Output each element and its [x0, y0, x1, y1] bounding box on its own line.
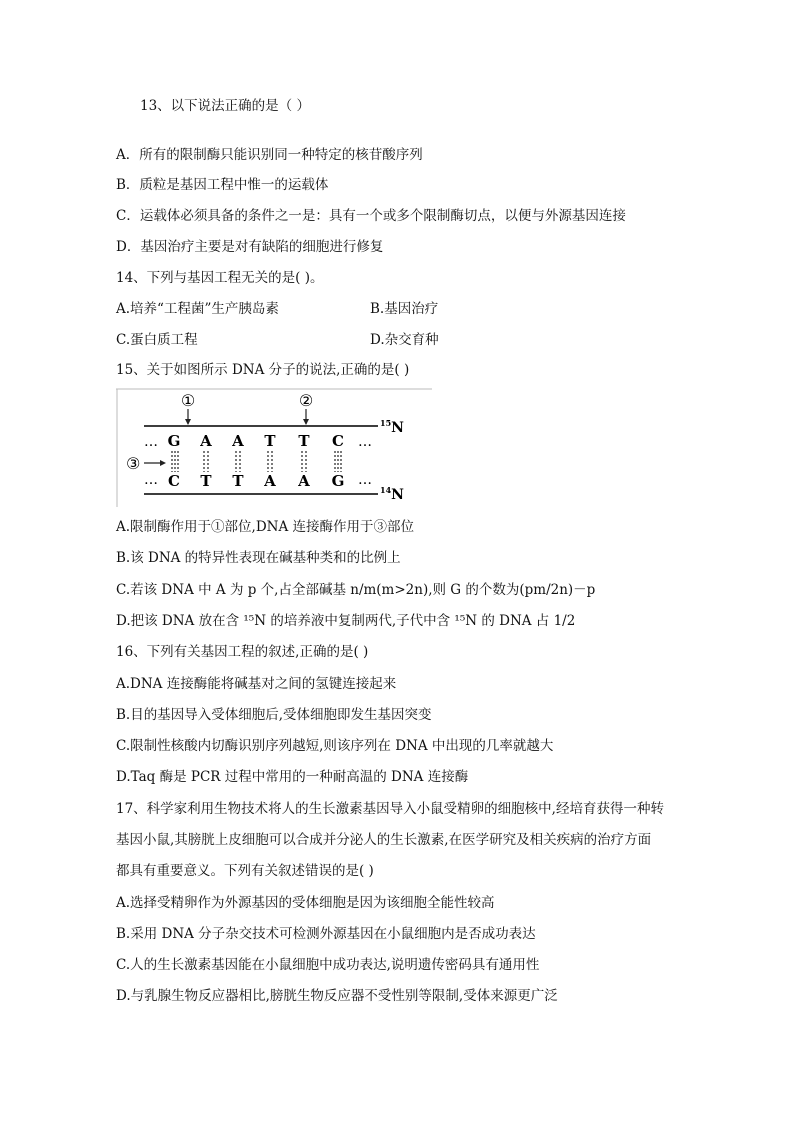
q15-option-c: C.若该 DNA 中 A 为 p 个,占全部碱基 n/m(m>2n),则 G 的个数为(pm/2n)－p — [116, 582, 596, 598]
ellipsis-bottom-left: … — [144, 472, 158, 488]
q16-stem: 16、下列有关基因工程的叙述,正确的是( ) — [116, 644, 369, 660]
q13-option-b: B．质粒是基因工程中惟一的运载体 — [116, 177, 329, 193]
marker-1: ① — [180, 391, 196, 410]
q14-option-b: B.基因治疗 — [370, 301, 439, 317]
q16-option-b: B.目的基因导入受体细胞后,受体细胞即发生基因突变 — [116, 707, 432, 723]
q15-stem: 15、关于如图所示 DNA 分子的说法,正确的是( ) — [116, 362, 410, 378]
q17-option-b: B.采用 DNA 分子杂交技术可检测外源基因在小鼠细胞内是否成功表达 — [116, 926, 536, 942]
ellipsis-top-left: … — [144, 434, 158, 450]
marker-2: ② — [298, 391, 314, 410]
marker-2-arrowhead — [303, 419, 309, 425]
ellipsis-top-right: … — [358, 434, 372, 450]
top-base-6: C — [332, 432, 344, 450]
ellipsis-bottom-right: … — [358, 472, 372, 488]
marker-1-arrowhead — [185, 419, 191, 425]
bottom-isotope-label: $^{14}$N — [380, 485, 404, 503]
top-base-5: T — [298, 432, 310, 450]
q15-option-a: A.限制酶作用于①部位,DNA 连接酶作用于③部位 — [116, 519, 415, 535]
q15-option-d: D.把该 DNA 放在含 ¹⁵N 的培养液中复制两代,子代中含 ¹⁵N 的 DNA 占 1/2 — [116, 613, 576, 629]
bottom-base-2: T — [200, 472, 212, 490]
q17-option-c: C.人的生长激素基因能在小鼠细胞中成功表达,说明遗传密码具有通用性 — [116, 957, 540, 973]
bottom-base-5: A — [298, 472, 310, 490]
q13-option-d: D．基因治疗主要是对有缺陷的细胞进行修复 — [116, 239, 384, 255]
q17-option-a: A.选择受精卵作为外源基因的受体细胞是因为该细胞全能性较高 — [116, 895, 495, 911]
q16-option-d: D.Taq 酶是 PCR 过程中常用的一种耐高温的 DNA 连接酶 — [116, 769, 469, 785]
q17-stem-line-3: 都具有重要意义。下列有关叙述错误的是( ) — [116, 863, 374, 879]
top-base-3: A — [232, 432, 244, 450]
q17-option-d: D.与乳腺生物反应器相比,膀胱生物反应器不受性别等限制,受体来源更广泛 — [116, 988, 558, 1004]
q14-stem: 14、下列与基因工程无关的是( )。 — [116, 270, 324, 286]
top-base-1: G — [167, 432, 181, 450]
q13-option-c: C．运载体必须具备的条件之一是：具有一个或多个限制酶切点，以便与外源基因连接 — [116, 208, 626, 224]
q16-option-a: A.DNA 连接酶能将碱基对之间的氢键连接起来 — [116, 676, 397, 692]
q13-stem: 13、以下说法正确的是（ ） — [140, 98, 310, 114]
q14-options-row-1 — [116, 299, 676, 319]
marker-3: ③ — [126, 454, 141, 473]
dna-figure — [116, 388, 434, 508]
top-base-2: A — [200, 432, 212, 450]
q17-stem-line-1: 17、科学家利用生物技术将人的生长激素基因导入小鼠受精卵的细胞核中,经培育获得一种转 — [116, 801, 664, 817]
q14-option-c: C.蛋白质工程 — [116, 332, 198, 348]
q17-stem-line-2: 基因小鼠,其膀胱上皮细胞可以合成并分泌人的生长激素,在医学研究及相关疾病的治疗方面 — [116, 832, 652, 848]
bottom-base-6: G — [331, 472, 345, 490]
dna-diagram — [116, 388, 434, 508]
marker-3-arrowhead — [160, 460, 166, 466]
top-isotope-label: $^{15}$N — [380, 418, 404, 436]
bottom-base-3: T — [232, 472, 244, 490]
bottom-base-1: C — [168, 472, 180, 490]
q16-option-c: C.限制性核酸内切酶识别序列越短,则该序列在 DNA 中出现的几率就越大 — [116, 738, 554, 754]
q14-option-d: D.杂交育种 — [370, 332, 439, 348]
q13-option-a: A．所有的限制酶只能识别同一种特定的核苷酸序列 — [116, 147, 423, 163]
q14-option-a: A.培养“工程菌”生产胰岛素 — [116, 301, 279, 317]
top-base-4: T — [264, 432, 276, 450]
q14-options-row-2 — [116, 330, 676, 350]
bottom-base-4: A — [264, 472, 276, 490]
q15-option-b: B.该 DNA 的特异性表现在碱基种类和的比例上 — [116, 550, 401, 566]
